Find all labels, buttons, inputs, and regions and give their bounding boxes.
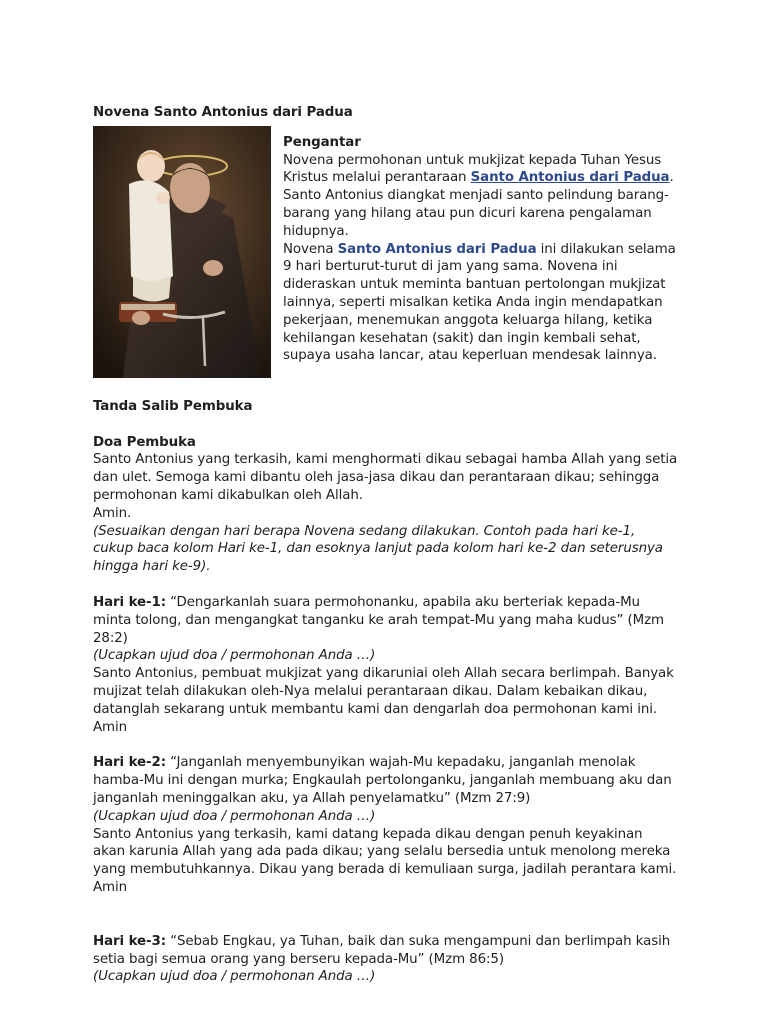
day-1-note: (Ucapkan ujud doa / permohonan Anda …) (93, 648, 376, 664)
day-1-prayer: Santo Antonius, pembuat mukjizat yang dikaruniai oleh Allah secara berlimpah. Banyak mujizat telah dilakukan oleh-Nya melalui perantaraan dikau. Dalam kebaikan dikau, datanglah sekarang untuk membantu kami dan dengarlah doa permohonan kami ini. (93, 666, 674, 717)
day-2-verse (93, 754, 678, 807)
day-2-verse-text: “Janganlah menyembunyikan wajah-Mu kepadaku, janganlah menolak hamba-Mu ini dengan murka; Engkaulah pertolonganku, janganlah membuang aku dan janganlah meninggalkan aku, ya Allah penyelamatku” (Mzm 27:9) (93, 755, 672, 806)
day-1-label: Hari ke-1: (93, 594, 166, 610)
day-1-verse (93, 594, 678, 647)
document-body (93, 104, 678, 986)
intro-p1-text-after: . Santo Antonius diangkat menjadi santo pelindung barang-barang yang hilang atau pun dicuri karena pengalaman hidupnya. (283, 170, 674, 239)
intro-paragraph-1 (283, 152, 678, 241)
day-2-prayer: Santo Antonius yang terkasih, kami datang kepada dikau dengan penuh keyakinan akan karunia Allah yang ada pada dikau; yang selalu bersedia untuk menolong mereka yang membutuhkannya. Dikau yang berada di kemuliaan surga, jadilah perantara kami. Amin (93, 826, 677, 895)
day-1-amin: Amin (93, 719, 128, 735)
day-3-label: Hari ke-3: (93, 933, 166, 949)
day-3-verse-text: “Sebab Engkau, ya Tuhan, baik dan suka mengampuni dan berlimpah kasih setia bagi semua orang yang berseru kepada-Mu” (Mzm 86:5) (93, 933, 671, 967)
document-title: Novena Santo Antonius dari Padua (93, 105, 353, 120)
intro-paragraph-2 (283, 241, 678, 366)
day-3-verse (93, 933, 678, 969)
day-1-verse-text: “Dengarkanlah suara permohonanku, apabila aku berteriak kepada-Mu minta tolong, dan mengangkat tanganku ke arah tempat-Mu yang maha kudus” (Mzm 28:2) (93, 594, 664, 646)
intro-p2-text-after: ini dilakukan selama 9 hari berturut-turut di jam yang sama. Novena ini dideraskan untuk meminta bantuan pertolongan mukjizat lainnya, seperti misalkan ketika Anda ingin mendapatkan pekerjaan, menemukan anggota keluarga hilang, ketika kehilangan kesehatan (sakit) dan ingin kembali sehat, supaya usaha lancar, atau keperluan mendesak lainnya. (283, 241, 676, 364)
tanda-salib-heading: Tanda Salib Pembuka (93, 398, 253, 414)
intro-p2-text: Novena (283, 241, 338, 257)
santo-antonius-link-2[interactable]: Santo Antonius dari Padua (337, 241, 537, 257)
day-2-note: (Ucapkan ujud doa / permohonan Anda …) (93, 808, 376, 824)
santo-antonius-link[interactable]: Santo Antonius dari Padua (470, 170, 670, 186)
doa-pembuka-heading: Doa Pembuka (93, 434, 196, 450)
intro-text (283, 134, 678, 365)
intro-heading: Pengantar (283, 134, 361, 150)
doa-pembuka-text: Santo Antonius yang terkasih, kami menghormati dikau sebagai hamba Allah yang setia dan ulet. Semoga kami dibantu oleh jasa-jasa dikau dan perantaraan dikau; sehingga permohonan kami dikabulkan oleh Allah. (93, 452, 678, 503)
doa-pembuka-note: (Sesuaikan dengan hari berapa Novena sedang dilakukan. Contoh pada hari ke-1, cukup baca kolom Hari ke-1, dan esoknya lanjut pada kolom hari ke-2 dan seterusnya hingga hari ke-9). (93, 523, 663, 575)
day-2-label: Hari ke-2: (93, 755, 166, 771)
saint-anthony-statue-image (93, 126, 271, 378)
doa-pembuka-amin: Amin. (93, 505, 132, 521)
intro-section (93, 126, 678, 398)
intro-p1-text: Novena permohonan untuk mukjizat kepada Tuhan Yesus Kristus melalui perantaraan (283, 152, 662, 186)
day-3-note: (Ucapkan ujud doa / permohonan Anda …) (93, 969, 376, 985)
